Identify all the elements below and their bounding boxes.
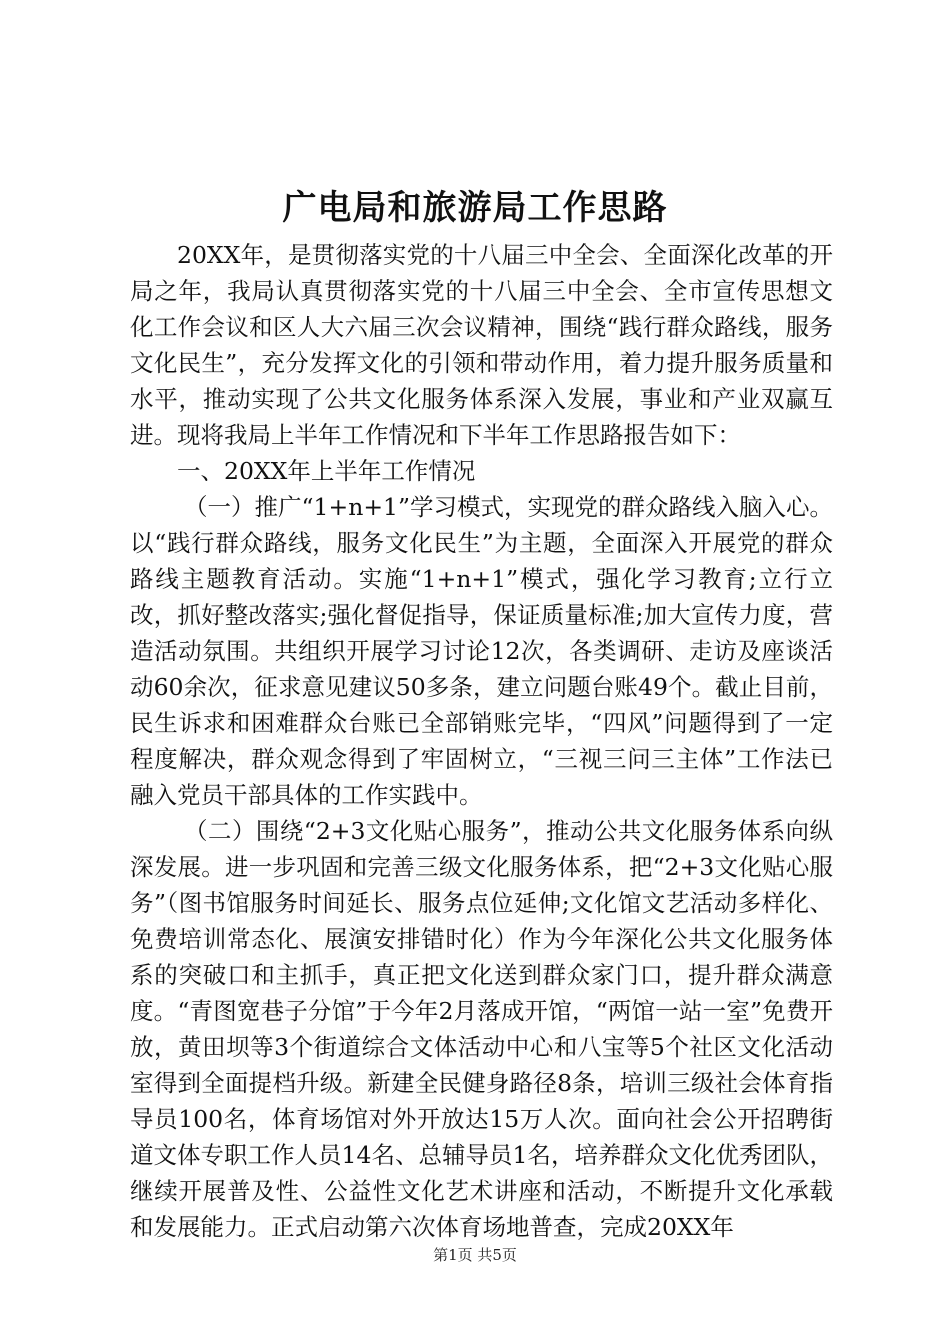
document-body bbox=[130, 237, 833, 1245]
intro-paragraph: 20XX年，是贯彻落实党的十八届三中全会、全面深化改革的开局之年，我局认真贯彻落实党的十八届三中全会、全市宣传思想文化工作会议和区人大六届三次会议精神，围绕“践行群众路线，服务文化民生”，充分发挥文化的引领和带动作用，着力提升服务质量和水平，推动实现了公共文化服务体系深入发展，事业和产业双赢互进。现将我局上半年工作情况和下半年工作思路报告如下： bbox=[130, 241, 833, 449]
subsection-paragraph-2: （二）围绕“2+3文化贴心服务”，推动公共文化服务体系向纵深发展。进一步巩固和完善三级文化服务体系，把“2+3文化贴心服务”（图书馆服务时间延长、服务点位延伸;文化馆文艺活动多样化、免费培训常态化、展演安排错时化）作为今年深化公共文化服务体系的突破口和主抓手，真正把文化送到群众家门口，提升群众满意度。“青图宽巷子分馆”于今年2月落成开馆，“两馆一站一室”免费开放，黄田坝等3个街道综合文体活动中心和八宝等5个社区文化活动室得到全面提档升级。新建全民健身路径8条，培训三级社会体育指导员100名，体育场馆对外开放达15万人次。面向社会公开招聘街道文体专职工作人员14名、总辅导员1名，培养群众文化优秀团队，继续开展普及性、公益性文化艺术讲座和活动，不断提升文化承载和发展能力。正式启动第六次体育场地普查，完成20XX年 bbox=[130, 817, 833, 1241]
subsection-paragraph-1: （一）推广“1+n+1”学习模式，实现党的群众路线入脑入心。以“践行群众路线，服务文化民生”为主题，全面深入开展党的群众路线主题教育活动。实施“1+n+1”模式，强化学习教育;立行立改，抓好整改落实;强化督促指导，保证质量标准;加大宣传力度，营造活动氛围。共组织开展学习讨论12次，各类调研、走访及座谈活动60余次，征求意见建议50多条，建立问题台账49个。截止目前，民生诉求和困难群众台账已全部销账完毕，“四风”问题得到了一定程度解决，群众观念得到了牢固树立，“三视三问三主体”工作法已融入党员干部具体的工作实践中。 bbox=[130, 493, 833, 809]
section-heading: 一、20XX年上半年工作情况 bbox=[177, 457, 476, 485]
page-number: 第1页 共5页 bbox=[433, 1246, 517, 1264]
document-title: 广电局和旅游局工作思路 bbox=[282, 188, 668, 228]
